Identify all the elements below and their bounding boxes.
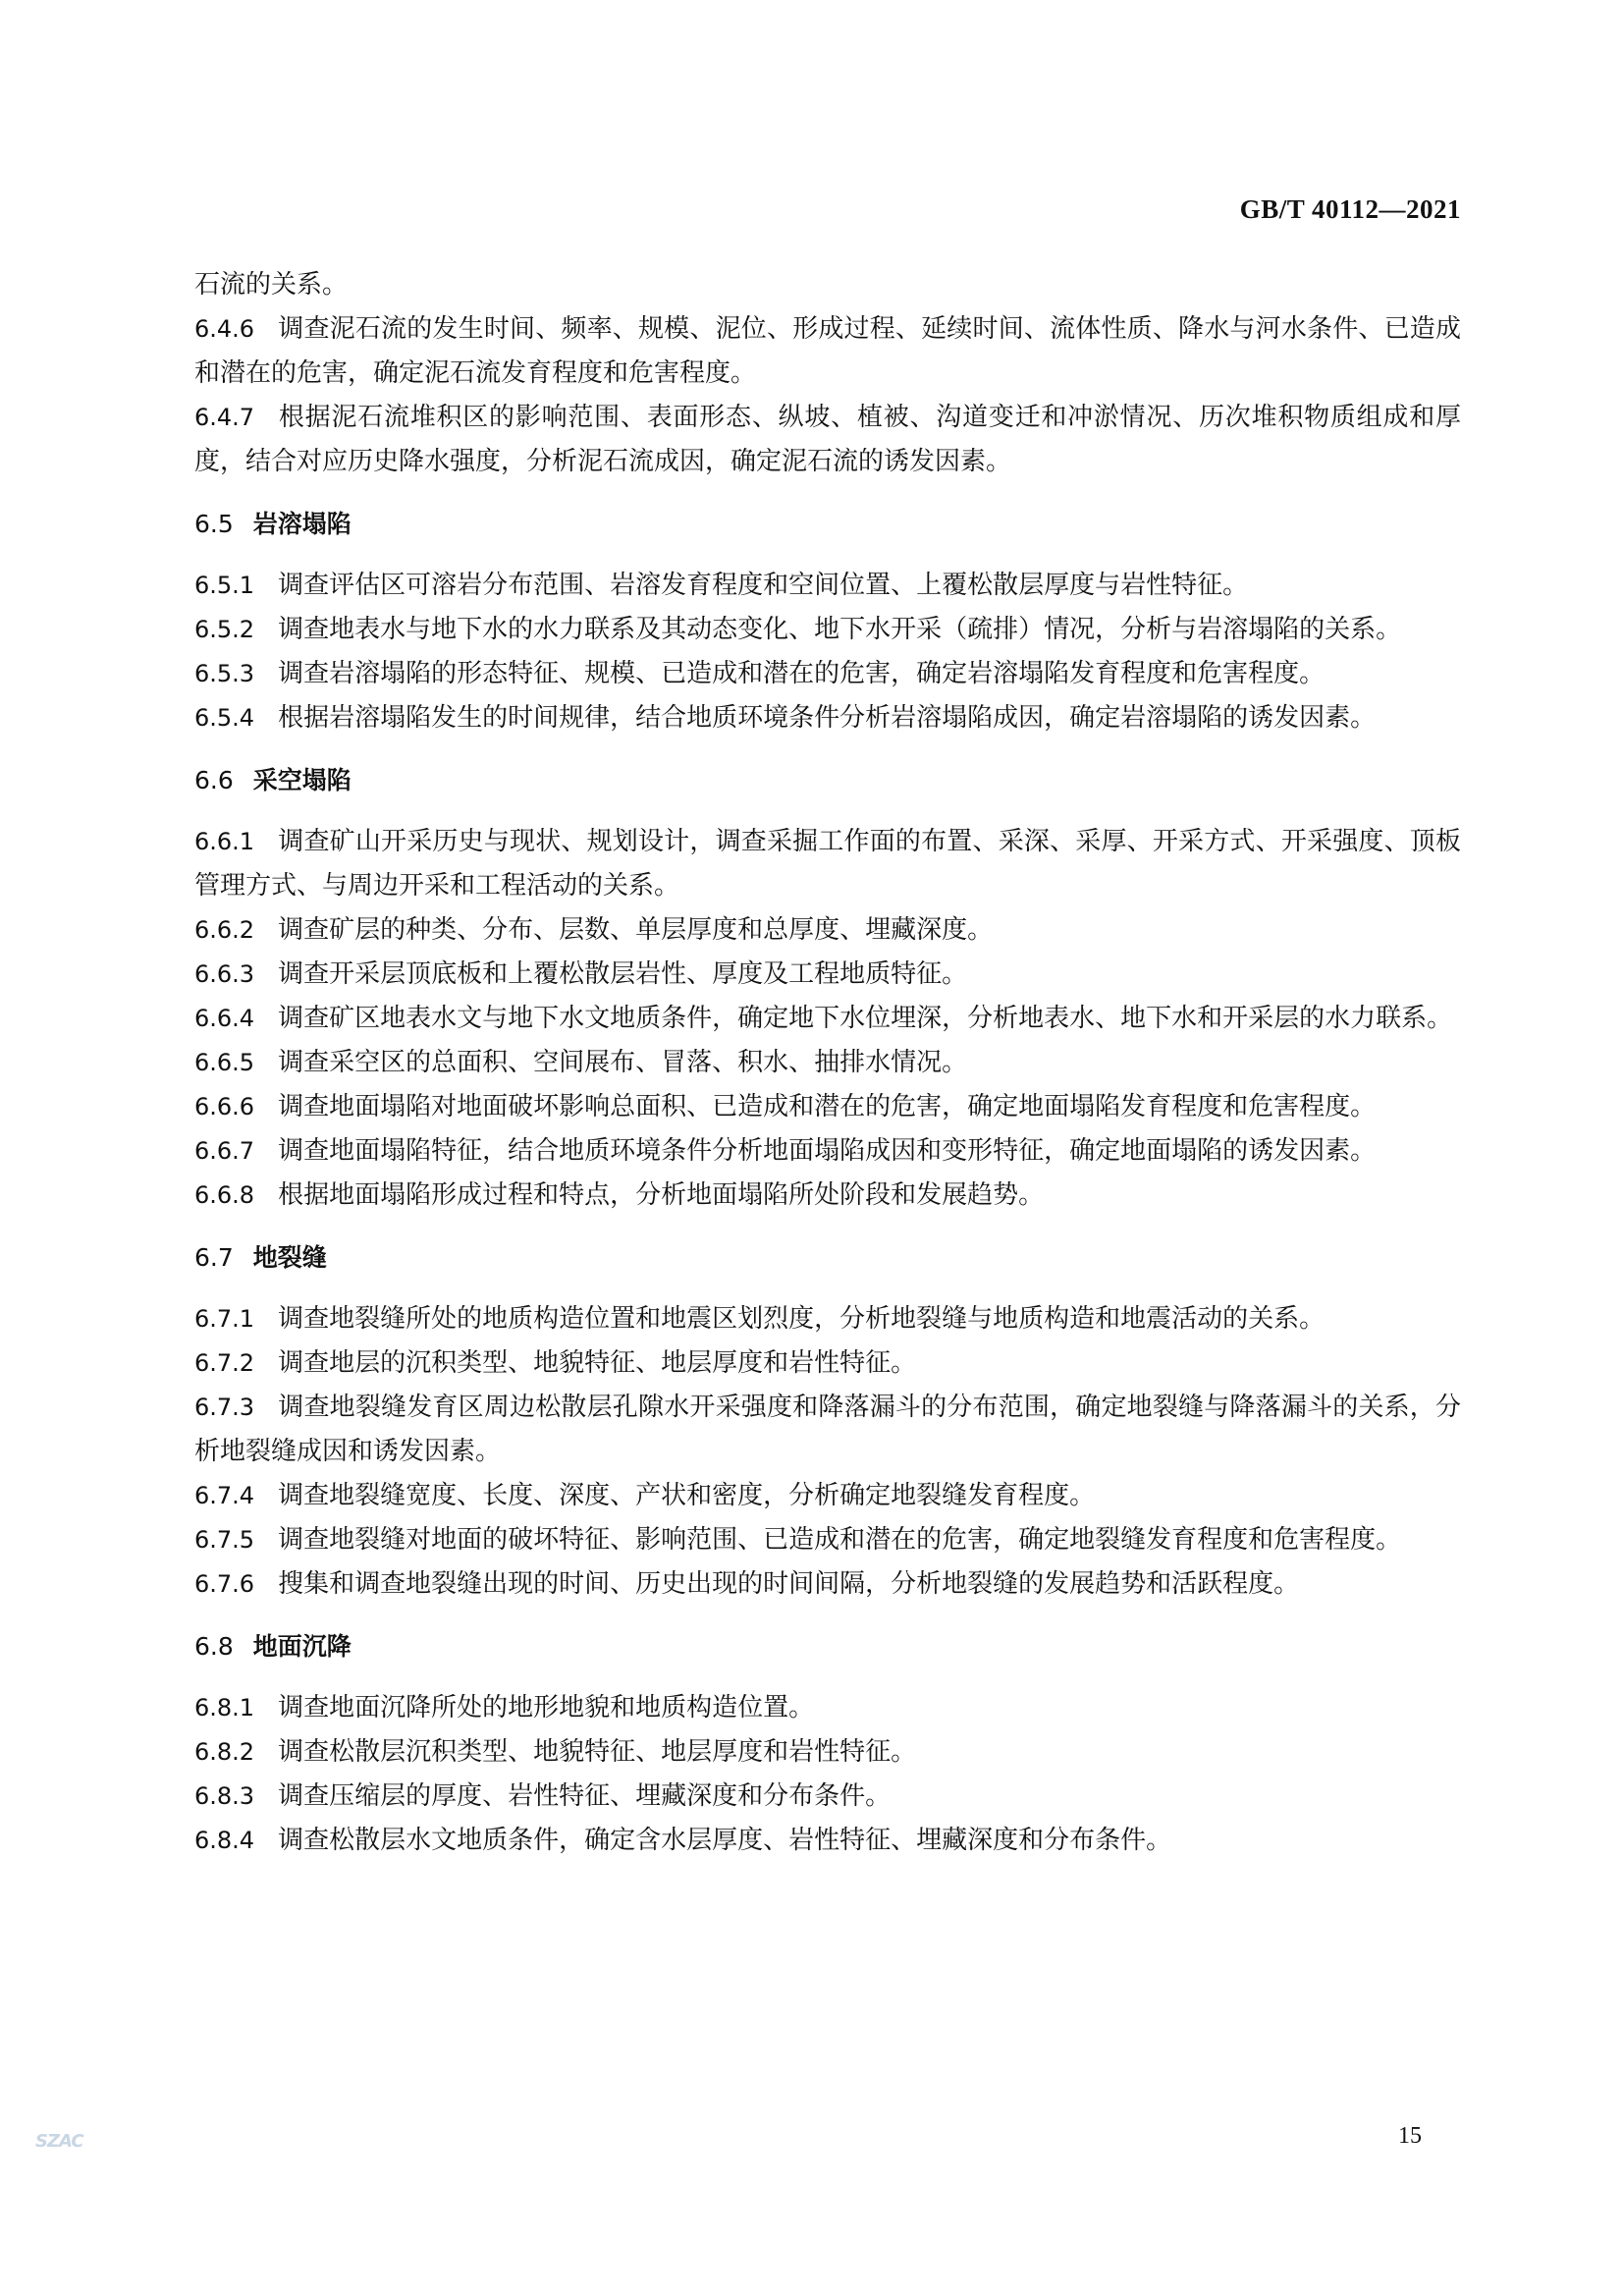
clause-text: 调查地面塌陷特征，结合地质环境条件分析地面塌陷成因和变形特征，确定地面塌陷的诱发因素。 (278, 1136, 1377, 1166)
clause-paragraph (194, 1341, 1461, 1386)
clause-number: 6.6.3 (194, 960, 255, 988)
section-number: 6.6 (194, 766, 234, 794)
clause-number: 6.6.5 (194, 1049, 255, 1076)
clause-text: 调查地面沉降所处的地形地貌和地质构造位置。 (278, 1693, 815, 1722)
clause-paragraph (194, 696, 1461, 740)
clause-number: 6.8.2 (194, 1738, 255, 1766)
section-heading (194, 758, 1461, 802)
clause-text: 调查地面塌陷对地面破坏影响总面积、已造成和潜在的危害，确定地面塌陷发育程度和危害程度。 (278, 1092, 1377, 1121)
clause-number: 6.8.4 (194, 1827, 255, 1854)
clause-text: 调查地裂缝发育区周边松散层孔隙水开采强度和降落漏斗的分布范围，确定地裂缝与降落漏斗的关系，分析地裂缝成因和诱发因素。 (194, 1393, 1461, 1466)
clause-text: 根据泥石流堆积区的影响范围、表面形态、纵坡、植被、沟道变迁和冲淤情况、历次堆积物质组成和厚度，结合对应历史降水强度，分析泥石流成因，确定泥石流的诱发因素。 (194, 403, 1461, 476)
clause-paragraph (194, 908, 1461, 953)
clause-number: 6.6.8 (194, 1181, 255, 1209)
clause-number: 6.7.1 (194, 1305, 255, 1333)
clause-text: 根据地面塌陷形成过程和特点，分析地面塌陷所处阶段和发展趋势。 (278, 1180, 1045, 1210)
section-heading (194, 502, 1461, 546)
clause-text: 调查评估区可溶岩分布范围、岩溶发育程度和空间位置、上覆松散层厚度与岩性特征。 (278, 571, 1249, 600)
clause-number: 6.5.1 (194, 572, 255, 599)
clause-paragraph (194, 1297, 1461, 1341)
section-title: 岩溶塌陷 (252, 510, 352, 538)
section-title: 采空塌陷 (252, 766, 352, 794)
clause-paragraph (194, 564, 1461, 608)
clause-paragraph (194, 263, 1461, 307)
clause-paragraph (194, 1686, 1461, 1730)
clause-paragraph (194, 820, 1461, 908)
clause-text: 调查地裂缝所处的地质构造位置和地震区划烈度，分析地裂缝与地质构造和地震活动的关系。 (278, 1304, 1325, 1334)
clause-number: 6.8.1 (194, 1694, 255, 1722)
clause-number: 6.4.6 (194, 315, 255, 343)
watermark-logo: SZAC (35, 2131, 83, 2152)
clause-number: 6.7.5 (194, 1526, 255, 1554)
clause-number: 6.7.3 (194, 1394, 255, 1421)
clause-text: 搜集和调查地裂缝出现的时间、历史出现的时间间隔，分析地裂缝的发展趋势和活跃程度。 (278, 1569, 1300, 1599)
clause-number: 6.6.6 (194, 1093, 255, 1121)
clause-paragraph (194, 1474, 1461, 1518)
clause-number: 6.6.7 (194, 1137, 255, 1165)
clause-number: 6.6.4 (194, 1005, 255, 1032)
clause-paragraph (194, 1129, 1461, 1174)
clause-paragraph (194, 1730, 1461, 1775)
clause-text: 调查矿山开采历史与现状、规划设计，调查采掘工作面的布置、采深、采厚、开采方式、开采强度、顶板管理方式、与周边开采和工程活动的关系。 (194, 827, 1461, 901)
document-body (194, 263, 1461, 1863)
clause-paragraph (194, 1819, 1461, 1863)
clause-number: 6.5.3 (194, 660, 255, 687)
clause-paragraph (194, 652, 1461, 696)
clause-text: 调查压缩层的厚度、岩性特征、埋藏深度和分布条件。 (278, 1781, 892, 1811)
section-number: 6.8 (194, 1632, 234, 1661)
clause-text: 根据岩溶塌陷发生的时间规律，结合地质环境条件分析岩溶塌陷成因，确定岩溶塌陷的诱发因素。 (278, 703, 1377, 733)
clause-number: 6.5.4 (194, 704, 255, 732)
clause-number: 6.5.2 (194, 616, 255, 643)
clause-text: 调查地表水与地下水的水力联系及其动态变化、地下水开采（疏排）情况，分析与岩溶塌陷的关系。 (278, 615, 1402, 644)
clause-text: 调查采空区的总面积、空间展布、冒落、积水、抽排水情况。 (278, 1048, 968, 1077)
section-heading (194, 1624, 1461, 1668)
clause-number: 6.7.4 (194, 1482, 255, 1509)
clause-number: 6.4.7 (194, 404, 255, 431)
clause-paragraph (194, 1174, 1461, 1218)
clause-number: 6.8.3 (194, 1782, 255, 1810)
clause-text: 调查松散层水文地质条件，确定含水层厚度、岩性特征、埋藏深度和分布条件。 (278, 1826, 1172, 1855)
standard-code: GB/T 40112—2021 (1239, 194, 1461, 224)
clause-paragraph (194, 1518, 1461, 1562)
section-heading (194, 1235, 1461, 1280)
clause-text: 调查地裂缝宽度、长度、深度、产状和密度，分析确定地裂缝发育程度。 (278, 1481, 1096, 1510)
section-title: 地裂缝 (252, 1243, 327, 1272)
clause-paragraph (194, 608, 1461, 652)
clause-number: 6.6.1 (194, 828, 255, 855)
clause-paragraph (194, 396, 1461, 484)
clause-text: 调查泥石流的发生时间、频率、规模、泥位、形成过程、延续时间、流体性质、降水与河水条件、已造成和潜在的危害，确定泥石流发育程度和危害程度。 (194, 314, 1461, 388)
section-number: 6.7 (194, 1243, 234, 1272)
clause-text: 调查地裂缝对地面的破坏特征、影响范围、已造成和潜在的危害，确定地裂缝发育程度和危害程度。 (278, 1525, 1402, 1555)
clause-number: 6.7.2 (194, 1349, 255, 1377)
clause-paragraph (194, 1562, 1461, 1607)
clause-paragraph (194, 997, 1461, 1041)
clause-paragraph (194, 1386, 1461, 1474)
section-title: 地面沉降 (252, 1632, 352, 1661)
section-number: 6.5 (194, 510, 234, 538)
clause-text: 调查岩溶塌陷的形态特征、规模、已造成和潜在的危害，确定岩溶塌陷发育程度和危害程度。 (278, 659, 1325, 688)
clause-number: 6.7.6 (194, 1570, 255, 1598)
clause-paragraph (194, 1041, 1461, 1085)
clause-paragraph (194, 307, 1461, 396)
clause-paragraph (194, 953, 1461, 997)
clause-paragraph (194, 1775, 1461, 1819)
clause-number: 6.6.2 (194, 916, 255, 944)
clause-text: 调查松散层沉积类型、地貌特征、地层厚度和岩性特征。 (278, 1737, 917, 1767)
clause-paragraph (194, 1085, 1461, 1129)
clause-text: 调查矿层的种类、分布、层数、单层厚度和总厚度、埋藏深度。 (278, 915, 994, 945)
clause-text: 石流的关系。 (194, 270, 349, 300)
page-number: 15 (1398, 2123, 1422, 2149)
clause-text: 调查开采层顶底板和上覆松散层岩性、厚度及工程地质特征。 (278, 959, 968, 989)
clause-text: 调查地层的沉积类型、地貌特征、地层厚度和岩性特征。 (278, 1348, 917, 1378)
clause-text: 调查矿区地表水文与地下水文地质条件，确定地下水位埋深，分析地表水、地下水和开采层的水力联系。 (278, 1004, 1453, 1033)
